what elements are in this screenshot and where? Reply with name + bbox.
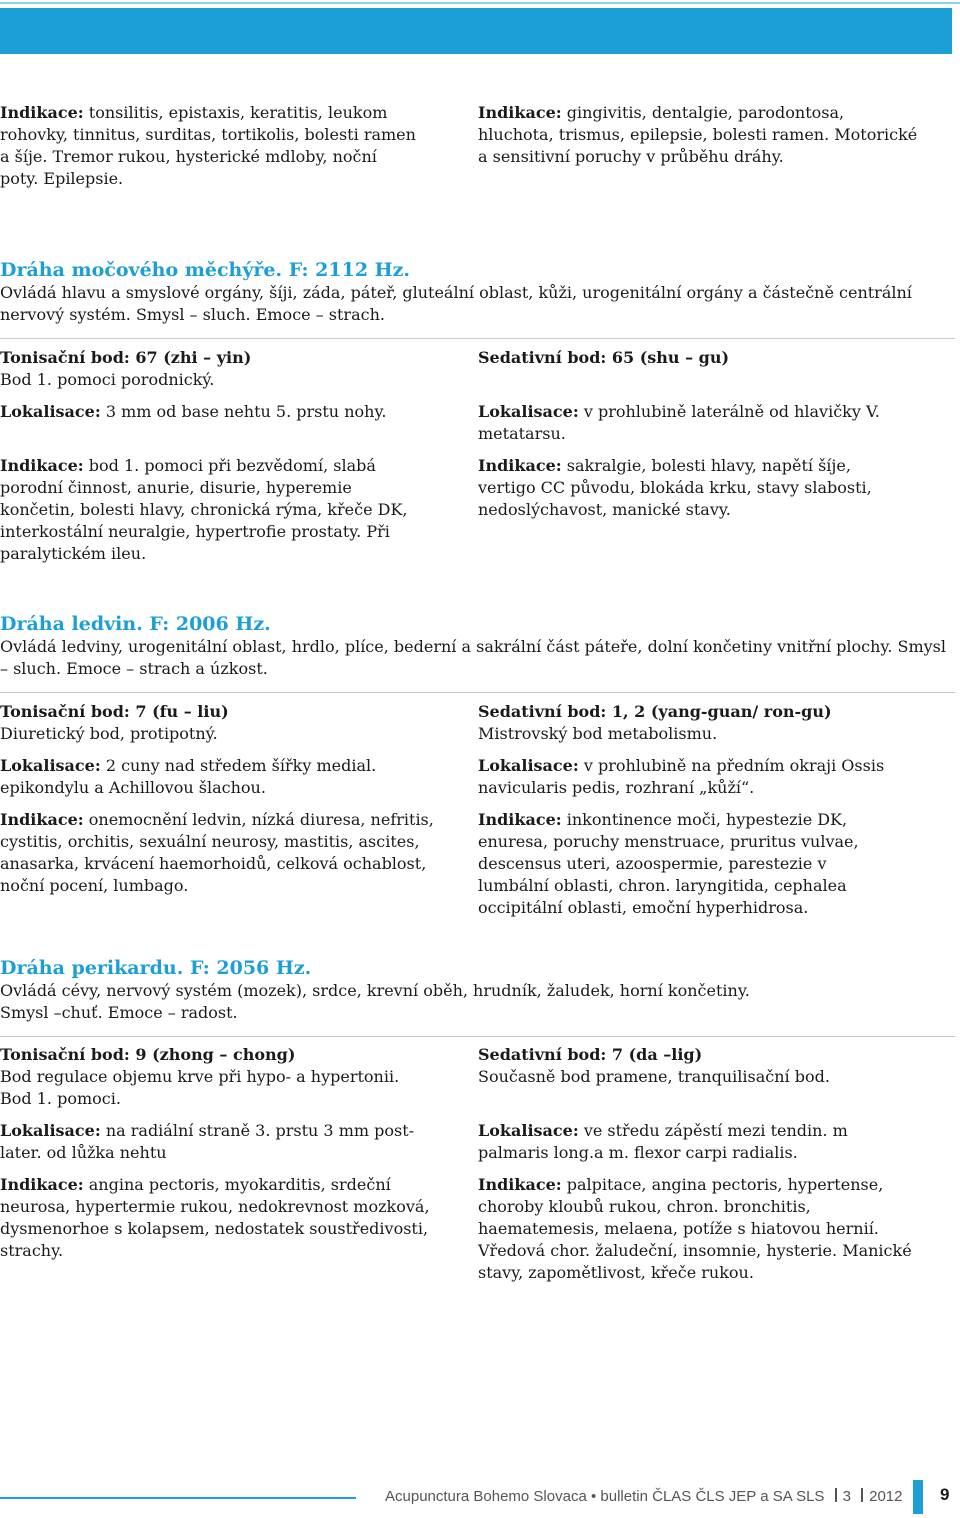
tonisacni-note: Bod regulace objemu krve při hypo- a hypertonii. Bod 1. pomoci. <box>0 1067 400 1108</box>
top-banner <box>0 0 960 56</box>
footer-separator <box>835 1488 837 1502</box>
sedativni-note: Mistrovský bod metabolismu. <box>478 724 718 743</box>
section-divider <box>0 1036 955 1037</box>
sedativni-column <box>478 1044 918 1284</box>
sedativni-column <box>478 347 908 521</box>
indikace-text: Indikace: sakralgie, bolesti hlavy, napětí šíje, vertigo CC původu, blokáda krku, stavy slabosti, nedoslýchavost, manické stavy. <box>478 456 872 519</box>
lokalisace-text: Lokalisace: v prohlubině na předním okraji Ossis navicularis pedis, rozhraní „kůží“. <box>478 756 885 797</box>
page-number: 9 <box>940 1485 950 1504</box>
tonisacni-column <box>0 347 430 565</box>
tonisacni-heading: Tonisační bod: 9 (zhong – chong) <box>0 1045 296 1064</box>
footer-accent-bar <box>913 1480 923 1514</box>
section-perikard <box>0 956 960 1024</box>
section-description: Ovládá hlavu a smyslové orgány, šíji, záda, páteř, gluteální oblast, kůži, urogenitální orgány a částečně centrální nervový systém. Smysl – sluch. Emoce – strach. <box>0 283 912 324</box>
indikace-text: Indikace: palpitace, angina pectoris, hypertense, choroby kloubů rukou, chron. bronchitis, haematemesis, melaena, potíže s hiatovou hernií. Vředová chor. žaludeční, insomnie, hysterie. Manické stavy, zapomětlivost, křeče rukou. <box>478 1175 912 1282</box>
indikace-text: Indikace: bod 1. pomoci při bezvědomí, slabá porodní činnost, anurie, disurie, hyperemie končetin, bolesti hlavy, chronická rýma, křeče DK, interkostální neuralgie, hypertrofie prostaty. Při paralytickém ileu. <box>0 456 408 563</box>
section-divider <box>0 692 955 693</box>
tonisacni-heading: Tonisační bod: 7 (fu – liu) <box>0 702 229 721</box>
section-title: Dráha močového měchýře. F: 2112 Hz. <box>0 259 411 281</box>
top-thin-line <box>0 2 960 4</box>
lokalisace-text: Lokalisace: 3 mm od base nehtu 5. prstu nohy. <box>0 402 387 421</box>
bulletin-name: bulletin ČLAS ČLS JEP a SA SLS <box>600 1488 825 1505</box>
sedativni-heading: Sedativní bod: 65 (shu – gu) <box>478 348 730 367</box>
sedativni-note: Současně bod pramene, tranquilisační bod. <box>478 1067 830 1086</box>
section-description: Ovládá ledviny, urogenitální oblast, hrdlo, plíce, bederní a sakrální část páteře, dolní končetiny vnitřní plochy. Smysl – sluch. Emoce – strach a úzkost. <box>0 637 946 678</box>
tonisacni-heading: Tonisační bod: 67 (zhi – yin) <box>0 348 252 367</box>
lokalisace-text: Lokalisace: ve středu zápěstí mezi tendin. m palmaris long.a m. flexor carpi radialis. <box>478 1121 848 1162</box>
footer-line <box>0 1497 356 1499</box>
section-description: Ovládá cévy, nervový systém (mozek), srdce, krevní oběh, hrudník, žaludek, horní končetiny. Smysl –chuť. Emoce – radost. <box>0 981 750 1022</box>
journal-name: Acupunctura Bohemo Slovaca <box>385 1488 587 1505</box>
indikace-text: Indikace: angina pectoris, myokarditis, srdeční neurosa, hypertermie rukou, nedokrevnost mozková, dysmenorhoe s kolapsem, nedostatek soustředivosti, strachy. <box>0 1175 430 1260</box>
lokalisace-text: Lokalisace: 2 cuny nad středem šířky medial. epikondylu a Achillovou šlachou. <box>0 756 377 797</box>
section-ledviny <box>0 612 960 680</box>
footer-citation <box>385 1486 903 1510</box>
tonisacni-column <box>0 701 440 897</box>
top-right-indikace: Indikace: gingivitis, dentalgie, parodontosa, hluchota, trismus, epilepsie, bolesti ramen. Motorické a sensitivní poruchy v průběhu dráhy. <box>478 103 918 166</box>
lokalisace-text: Lokalisace: v prohlubině laterálně od hlavičky V. metatarsu. <box>478 402 880 443</box>
footer-separator <box>861 1488 863 1502</box>
issue-number: 3 <box>842 1488 851 1505</box>
sedativni-heading: Sedativní bod: 1, 2 (yang-guan/ ron-gu) <box>478 702 832 721</box>
indikace-text: Indikace: inkontinence moči, hypestezie DK, enuresa, poruchy menstruace, pruritus vulvae, descensus uteri, azoospermie, parestezie v lumbální oblasti, chron. laryngitida, cephalea occipitální oblasti, emoční hyperhidrosa. <box>478 810 859 917</box>
section-mocovy-mechyr <box>0 258 960 326</box>
footer-bullet: • <box>590 1488 597 1505</box>
top-blue-band <box>0 8 960 54</box>
section-title: Dráha perikardu. F: 2056 Hz. <box>0 957 312 979</box>
top-right-column <box>478 102 918 168</box>
page-footer <box>0 1478 960 1518</box>
section-title: Dráha ledvin. F: 2006 Hz. <box>0 613 271 635</box>
tonisacni-note: Bod 1. pomoci porodnický. <box>0 370 215 389</box>
lokalisace-text: Lokalisace: na radiální straně 3. prstu 3 mm post-later. od lůžka nehtu <box>0 1121 415 1162</box>
top-left-column <box>0 102 420 190</box>
sedativni-column <box>478 701 898 919</box>
section-divider <box>0 338 955 339</box>
indikace-text: Indikace: onemocnění ledvin, nízká diuresa, nefritis, cystitis, orchitis, sexuální neurosy, mastitis, ascites, anasarka, krvácení haemorhoidů, celková ochablost, noční pocení, lumbago. <box>0 810 434 895</box>
tonisacni-note: Diuretický bod, protipotný. <box>0 724 218 743</box>
top-left-indikace: Indikace: tonsilitis, epistaxis, keratitis, leukom rohovky, tinnitus, surditas, tortikolis, bolesti ramen a šíje. Tremor rukou, hysterické mdloby, noční poty. Epilepsie. <box>0 103 416 188</box>
issue-year: 2012 <box>869 1488 903 1505</box>
sedativni-heading: Sedativní bod: 7 (da –lig) <box>478 1045 703 1064</box>
tonisacni-column <box>0 1044 430 1262</box>
